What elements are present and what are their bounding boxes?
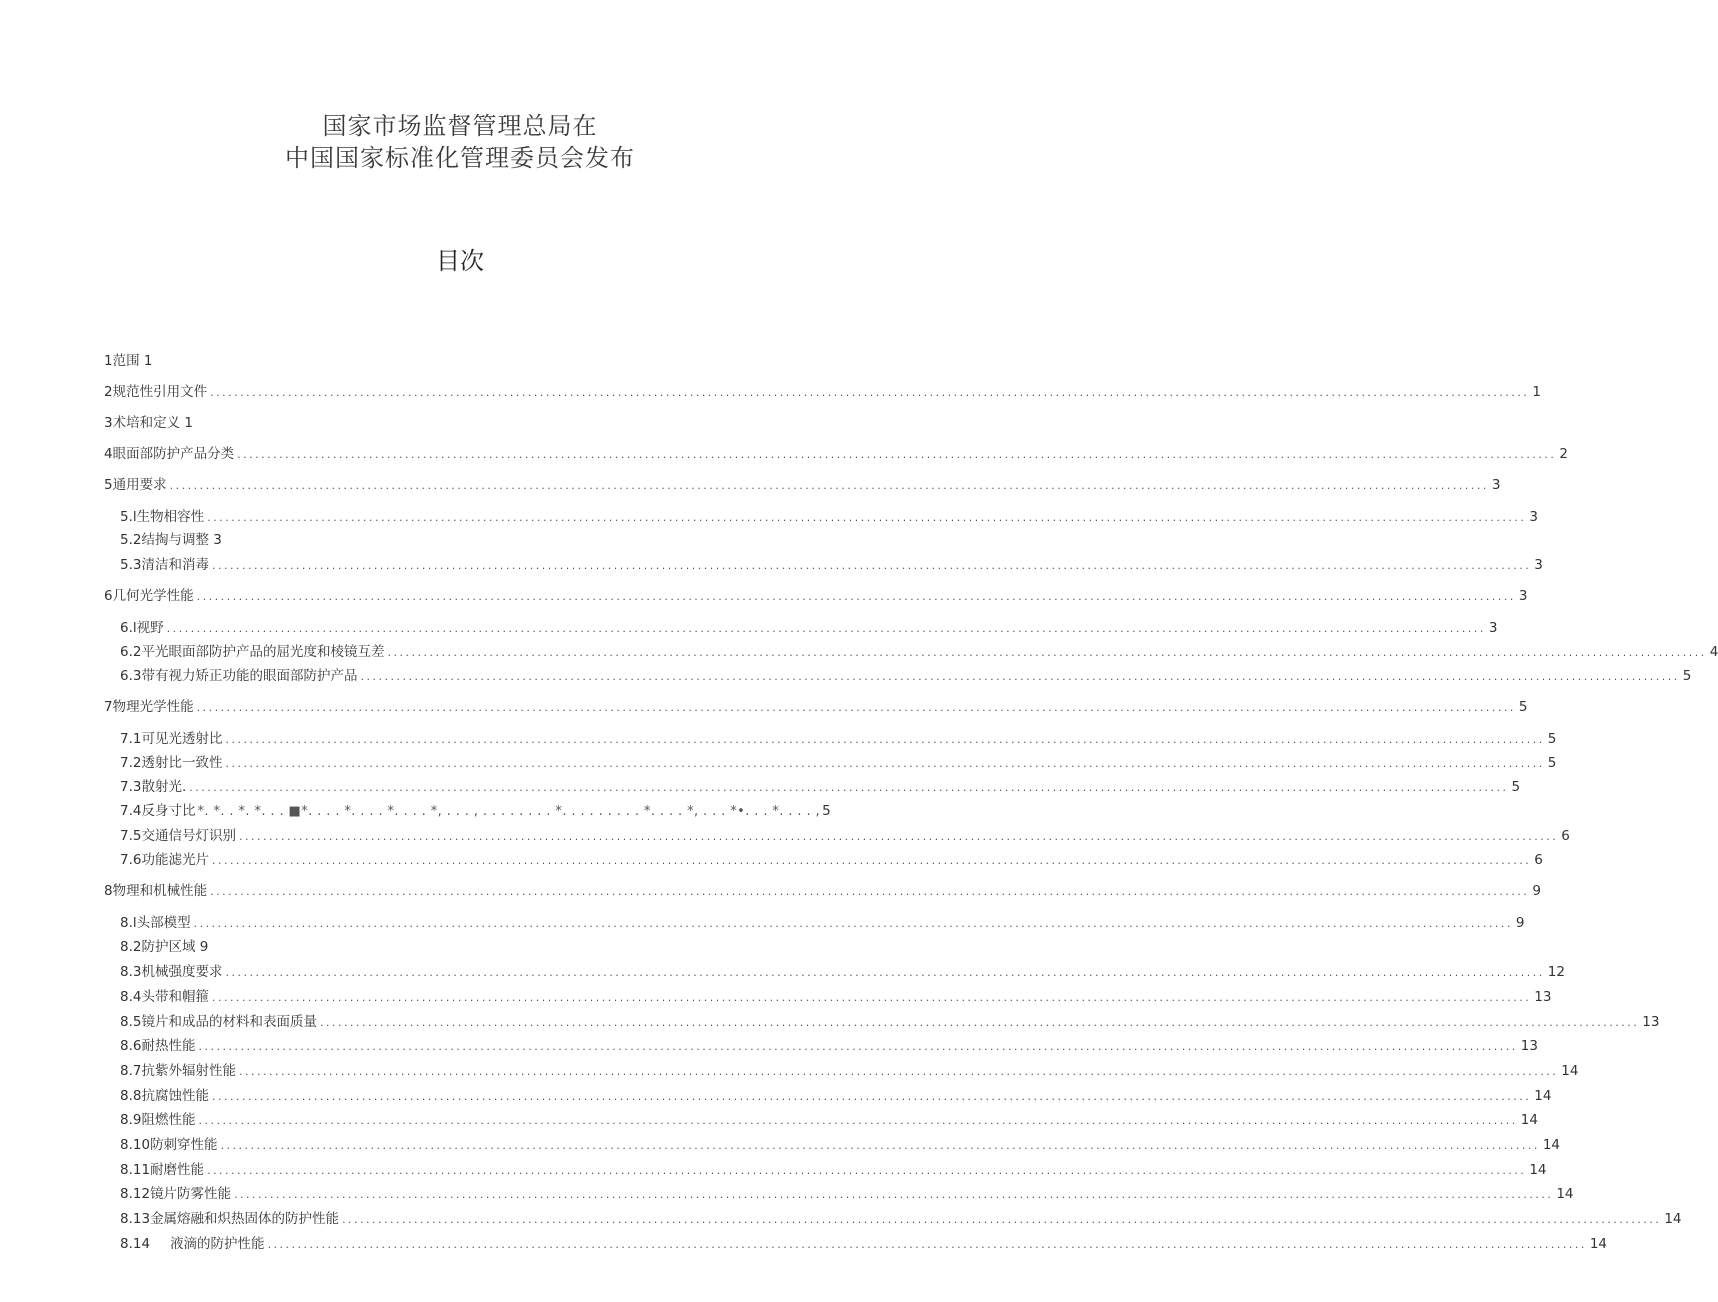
toc-entry-label: 生物相容性 [136, 509, 205, 525]
toc-entry-page: 5 [822, 803, 831, 819]
toc-entry-page: 6 [1561, 828, 1570, 844]
toc-dot-leader: ............................................................................................................................................................................................................................ [198, 1040, 1518, 1053]
toc-entry-label: 头部模型 [136, 915, 191, 931]
toc-entry-label: 透射比一致性 [141, 755, 223, 771]
toc-entry-number: 8.12 [120, 1186, 151, 1202]
toc-entry[interactable] [104, 697, 1528, 717]
toc-entry-label: 金属熔融和炽热固体的防护性能 [150, 1211, 340, 1227]
toc-entry-label: 术培和定义 1 [112, 415, 193, 431]
toc-dot-leader: ............................................................................................................................................................................................................................ [267, 1238, 1587, 1251]
toc-entry-label: 抗紫外辐射性能 [141, 1063, 236, 1079]
toc-entry-number: 8.4 [120, 989, 142, 1005]
toc-entry-page: 14 [1534, 1088, 1552, 1104]
toc-entry-label: 液滴的防护性能 [170, 1236, 265, 1252]
toc-entry-label: 防刺穿性能 [150, 1137, 218, 1153]
toc-entry-number: 5.3 [120, 557, 142, 573]
toc-dot-leader: ............................................................................................................................................................................................................................ [238, 1065, 1559, 1078]
toc-entry-page: 3 [1491, 477, 1501, 493]
toc-entry-page: 4 [1709, 644, 1718, 660]
toc-entry-number: 4 [104, 446, 113, 462]
toc-entry-number: 8.13 [120, 1211, 151, 1227]
toc-entry[interactable] [120, 1036, 1538, 1056]
toc-entry-number: 6.2 [120, 644, 142, 660]
toc-entry[interactable] [104, 351, 832, 371]
toc-entry-number: 8.6 [120, 1038, 142, 1054]
toc-entry-page: 1 [1532, 384, 1541, 400]
toc-dot-leader: ............................................................................................................................................................................................................................ [166, 622, 1486, 635]
toc-dot-leader: ............................................................................................................................................................................................................................ [360, 670, 1680, 683]
toc-entry-page: 5 [1511, 779, 1521, 795]
toc-entry-label: 交通信号灯识别 [141, 828, 236, 844]
toc-entry-label: 物理光学性能 [112, 699, 194, 715]
toc-entry-label: 视野 [136, 620, 164, 636]
toc-entry-number: 3 [104, 415, 113, 431]
toc-entry-page: 13 [1642, 1014, 1660, 1030]
toc-entry-number: 7.1 [120, 731, 142, 747]
toc-dot-leader: ............................................................................................................................................................................................................................ [211, 854, 1532, 867]
toc-entry[interactable] [104, 413, 832, 433]
toc-entry-number: 8.l [120, 915, 137, 931]
toc-entry-number: 6.3 [120, 668, 142, 684]
toc-dot-leader: ............................................................................................................................................................................................................................ [169, 479, 1489, 492]
toc-dot-leader: ............................................................................................................................................................................................................................ [211, 559, 1532, 572]
toc-dot-leader: ............................................................................................................................................................................................................................ [238, 830, 1559, 843]
toc-dot-leader: ............................................................................................................................................................................................................................ [210, 885, 1530, 898]
toc-dot-leader: ............................................................................................................................................................................................................................ [225, 757, 1545, 770]
toc-entry-label: 几何光学性能 [112, 588, 194, 604]
toc-entry[interactable] [104, 444, 1568, 464]
toc-entry-number: 8.5 [120, 1014, 142, 1030]
toc-entry-label: 头带和帽箍 [141, 989, 209, 1005]
toc-entry-page: 13 [1534, 989, 1552, 1005]
toc-entry[interactable] [104, 382, 1541, 402]
toc-entry-number: 8.9 [120, 1112, 142, 1128]
toc-entry[interactable] [120, 642, 1718, 662]
toc-entry-page: 3 [1488, 620, 1498, 636]
toc-entry-page: 12 [1547, 964, 1565, 980]
toc-entry-label: 眼面部防护产品分类 [112, 446, 235, 462]
toc-dot-leader: ............................................................................................................................................................................................................................ [225, 733, 1545, 746]
toc-entry[interactable] [120, 777, 1521, 797]
toc-dot-leader: ............................................................................................................................................................................................................................ [211, 991, 1532, 1004]
toc-entry-page: 14 [1529, 1162, 1547, 1178]
toc-entry-page: 14 [1556, 1186, 1574, 1202]
toc-entry[interactable] [120, 1086, 1552, 1106]
toc-entry[interactable] [104, 586, 1528, 606]
toc-dot-leader: ............................................................................................................................................................................................................................ [196, 590, 1516, 603]
toc-entry-page: 14 [1589, 1236, 1607, 1252]
toc-entry-page: 14 [1520, 1112, 1538, 1128]
toc-title: 目次 [436, 247, 484, 275]
toc-dot-leader: ............................................................................................................................................................................................................................ [220, 1139, 1540, 1152]
toc-entry-page: 5 [1547, 731, 1557, 747]
toc-entry-page: 5 [1682, 668, 1692, 684]
toc-dot-leader: ............................................................................................................................................................................................................................ [198, 1114, 1518, 1127]
toc-dot-leader: ............................................................................................................................................................................................................................ [207, 1164, 1527, 1177]
toc-entry-number: 2 [104, 384, 113, 400]
toc-dot-leader: ............................................................................................................................................................................................................................ [210, 386, 1530, 399]
toc-entry[interactable] [120, 962, 1565, 982]
toc-entry[interactable] [104, 475, 1501, 495]
toc-entry-page: 14 [1561, 1063, 1579, 1079]
toc-entry-label: 通用要求 [112, 477, 167, 493]
toc-entry[interactable] [120, 1012, 1660, 1032]
toc-entry-number: 5.2 [120, 532, 142, 548]
toc-entry-page: 9 [1532, 883, 1541, 899]
toc-entry-number: 7.6 [120, 852, 142, 868]
toc-entry-label: 清洁和消毒 [141, 557, 209, 573]
toc-entry[interactable] [120, 1135, 1560, 1155]
toc-dot-leader: ............................................................................................................................................................................................................................ [319, 1016, 1640, 1029]
toc-entry-number: 7.5 [120, 828, 142, 844]
toc-entry-number: 8.14 [120, 1236, 151, 1252]
toc-dot-leader: ............................................................................................................................................................................................................................ [342, 1213, 1662, 1226]
toc-entry-page: 5 [1518, 699, 1528, 715]
toc-entry-number: 6.l [120, 620, 137, 636]
toc-entry-page: 14 [1664, 1211, 1682, 1227]
toc-entry[interactable] [120, 530, 816, 550]
publisher-line-2: 中国国家标准化管理委员会发布 [285, 144, 635, 172]
toc-entry-label: 阻燃性能 [141, 1112, 196, 1128]
toc-entry-page: 3 [1529, 509, 1538, 525]
toc-entry-label: 抗腐蚀性能 [141, 1088, 209, 1104]
toc-entry[interactable] [120, 1061, 1579, 1081]
toc-entry-number: 8.10 [120, 1137, 151, 1153]
toc-entry-number: 1 [104, 353, 113, 369]
toc-entry-page: 9 [1515, 915, 1525, 931]
toc-dot-leader: ............................................................................................................................................................................................................................ [225, 966, 1545, 979]
toc-entry-number: 7.4 [120, 803, 142, 819]
toc-entry-number: 5.l [120, 509, 137, 525]
toc-dot-leader: *. *. . *. *. . . ■*. . . . *. . . . *. . . . *, . . . , . . . . . . . . *. . . . . . . . . *. . . . *, . . . *•. . . *. . . . , [197, 804, 821, 819]
toc-entry[interactable] [120, 507, 1538, 527]
toc-entry-number: 8.3 [120, 964, 142, 980]
toc-entry-number: 5 [104, 477, 113, 493]
toc-entry-number: 8.2 [120, 939, 142, 955]
toc-entry-label: 功能滤光片 [141, 852, 209, 868]
toc-entry-label: 带有视力矫正功能的眼面部防护产品 [141, 668, 358, 684]
toc-dot-leader: ............................................................................................................................................................................................................................ [207, 511, 1527, 524]
toc-entry-page: 6 [1534, 852, 1543, 868]
toc-entry-page: 14 [1542, 1137, 1560, 1153]
toc-entry[interactable] [120, 1160, 1547, 1180]
toc-entry-number: 8.11 [120, 1162, 151, 1178]
toc-entry[interactable] [120, 1209, 1682, 1229]
toc-entry-label: 镜片防雾性能 [150, 1186, 232, 1202]
toc-entry-label: 物理和机械性能 [112, 883, 208, 899]
toc-entry-label: 平光眼面部防护产品的屈光度和棱镜互差 [141, 644, 385, 660]
toc-entry-page: 3 [1534, 557, 1543, 573]
toc-entry-label: 反身寸比 [141, 803, 196, 819]
toc-dot-leader: ............................................................................................................................................................................................................................ [193, 917, 1513, 930]
toc-entry-number: 7.2 [120, 755, 142, 771]
toc-entry-label: 耐磨性能 [150, 1162, 205, 1178]
toc-entry[interactable] [120, 666, 1692, 686]
toc-entry-label: 耐热性能 [141, 1038, 196, 1054]
toc-entry[interactable] [120, 729, 1557, 749]
toc-entry-label: 防护区域 9 [141, 939, 209, 955]
toc-entry-label: 可见光透射比 [141, 731, 223, 747]
toc-entry[interactable] [120, 850, 1543, 870]
toc-dot-leader: ............................................................................................................................................................................................................................ [237, 448, 1557, 461]
toc-dot-leader: ............................................................................................................................................................................................................................ [211, 1090, 1532, 1103]
toc-entry-number: 7 [104, 699, 113, 715]
toc-entry[interactable] [120, 1184, 1574, 1204]
toc-entry[interactable] [104, 881, 1541, 901]
toc-entry-label: 镜片和成品的材料和表面质量 [141, 1014, 317, 1030]
toc-entry-label: 规范性引用文件 [112, 384, 208, 400]
toc-entry-number: 6 [104, 588, 113, 604]
toc-dot-leader: ............................................................................................................................................................................................................................ [387, 646, 1707, 659]
toc-entry-label: 结掏与调整 3 [141, 532, 222, 548]
toc-entry[interactable] [120, 987, 1552, 1007]
toc-entry[interactable] [120, 555, 1543, 575]
toc-entry-number: 8.7 [120, 1063, 142, 1079]
toc-entry[interactable] [120, 618, 1498, 638]
toc-dot-leader: ............................................................................................................................................................................................................................ [189, 781, 1509, 794]
toc-entry-label: 范围 1 [112, 353, 153, 369]
toc-entry-label: 散射光. [141, 779, 187, 795]
toc-entry-page: 13 [1520, 1038, 1538, 1054]
toc-entry[interactable] [120, 1234, 1607, 1254]
toc-entry[interactable] [120, 1110, 1538, 1130]
toc-entry-number: 8 [104, 883, 113, 899]
toc-entry[interactable] [120, 913, 1525, 933]
toc-entry[interactable] [120, 826, 1570, 846]
publisher-line-1: 国家市场监督管理总局在 [322, 112, 598, 140]
toc-entry-label: 机械强度要求 [141, 964, 223, 980]
toc-entry-number: 8.8 [120, 1088, 142, 1104]
toc-dot-leader: ............................................................................................................................................................................................................................ [196, 701, 1516, 714]
toc-entry[interactable] [120, 753, 1557, 773]
toc-entry-page: 2 [1559, 446, 1568, 462]
toc-dot-leader: ............................................................................................................................................................................................................................ [234, 1188, 1554, 1201]
toc-entry-number: 7.3 [120, 779, 142, 795]
toc-entry-page: 5 [1547, 755, 1557, 771]
toc-entry-page: 3 [1518, 588, 1528, 604]
toc-entry[interactable] [120, 937, 816, 957]
toc-entry[interactable] [120, 801, 831, 821]
